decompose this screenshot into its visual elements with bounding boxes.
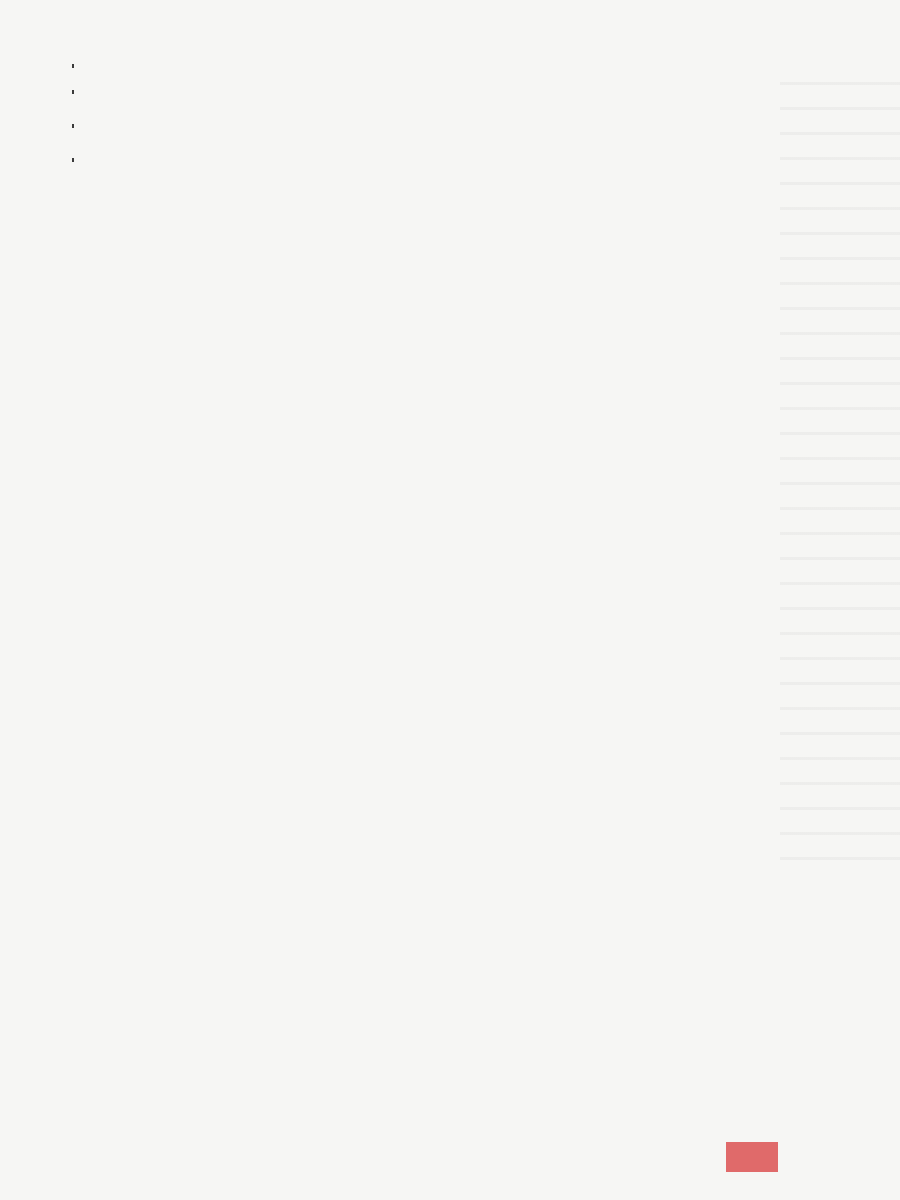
page-number-swatch <box>726 1142 778 1172</box>
section-entries <box>72 158 830 162</box>
section-akhmatova <box>70 158 830 162</box>
table-of-contents <box>70 64 830 162</box>
